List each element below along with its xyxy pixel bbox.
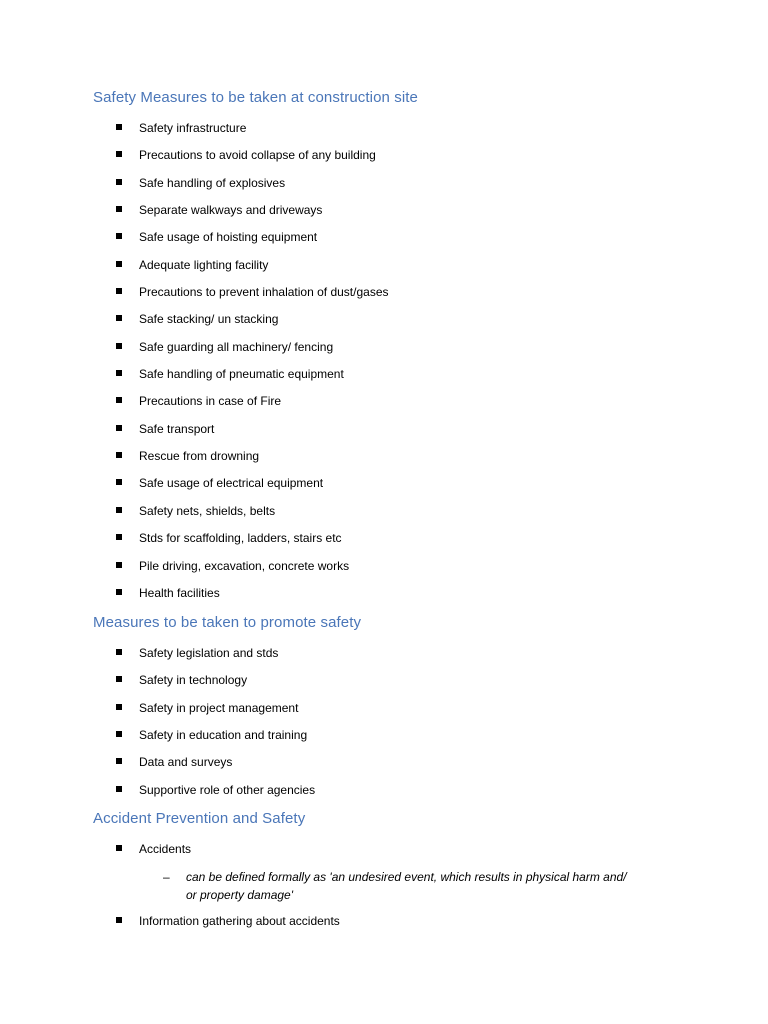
square-bullet-icon <box>116 731 122 737</box>
square-bullet-icon <box>116 704 122 710</box>
section-heading-promote-safety: Measures to be taken to promote safety <box>93 614 362 631</box>
definition-line-2: or property damage' <box>186 888 294 902</box>
square-bullet-icon <box>116 425 122 431</box>
square-bullet-icon <box>116 589 122 595</box>
square-bullet-icon <box>116 124 122 130</box>
square-bullet-icon <box>116 676 122 682</box>
section-heading-site-safety: Safety Measures to be taken at construction site <box>93 89 418 106</box>
square-bullet-icon <box>116 917 122 923</box>
square-bullet-icon <box>116 151 122 157</box>
square-bullet-icon <box>116 288 122 294</box>
square-bullet-icon <box>116 507 122 513</box>
square-bullet-icon <box>116 261 122 267</box>
square-bullet-icon <box>116 315 122 321</box>
square-bullet-icon <box>116 649 122 655</box>
square-bullet-icon <box>116 845 122 851</box>
square-bullet-icon <box>116 179 122 185</box>
square-bullet-icon <box>116 233 122 239</box>
definition-line-1: can be defined formally as 'an undesired event, which results in physical harm and/ <box>186 870 627 884</box>
square-bullet-icon <box>116 397 122 403</box>
square-bullet-icon <box>116 343 122 349</box>
square-bullet-icon <box>116 452 122 458</box>
square-bullet-icon <box>116 786 122 792</box>
dash-bullet-icon: – <box>163 870 170 884</box>
section-heading-accident-prevention: Accident Prevention and Safety <box>93 810 306 827</box>
document-page: Safety Measures to be taken at construction site Safety infrastructure Precautions to avoid collapse of any building Safe handling of explosives Separate walkways and driveways Safe usage of hoisting equipment Adequate lighting facility Precautions to prevent inhalation of dust/gases Safe stacking/ un stacking Safe guarding all machinery/ fencing Safe handling of pneumatic equipment Precautions in case of Fire Safe transport Rescue from drowning Safe usage of electrical equipment Safety nets, shields, belts Stds for scaffolding, ladders, stairs etc Pile driving, excavation, concrete works Health facilities Measures to be taken to promote safety Safety legislation and stds Safety in technology Safety in project management Safety in education and training Data and surveys Supportive role of other agencies Accident Prevention and Safety Accidents – can be defined formally as 'an undesired event, which results in physical harm and/ or property damage' Information gathering about accidents <box>93 89 627 928</box>
square-bullet-icon <box>116 370 122 376</box>
square-bullet-icon <box>116 479 122 485</box>
square-bullet-icon <box>116 206 122 212</box>
square-bullet-icon <box>116 534 122 540</box>
square-bullet-icon <box>116 562 122 568</box>
square-bullet-icon <box>116 758 122 764</box>
